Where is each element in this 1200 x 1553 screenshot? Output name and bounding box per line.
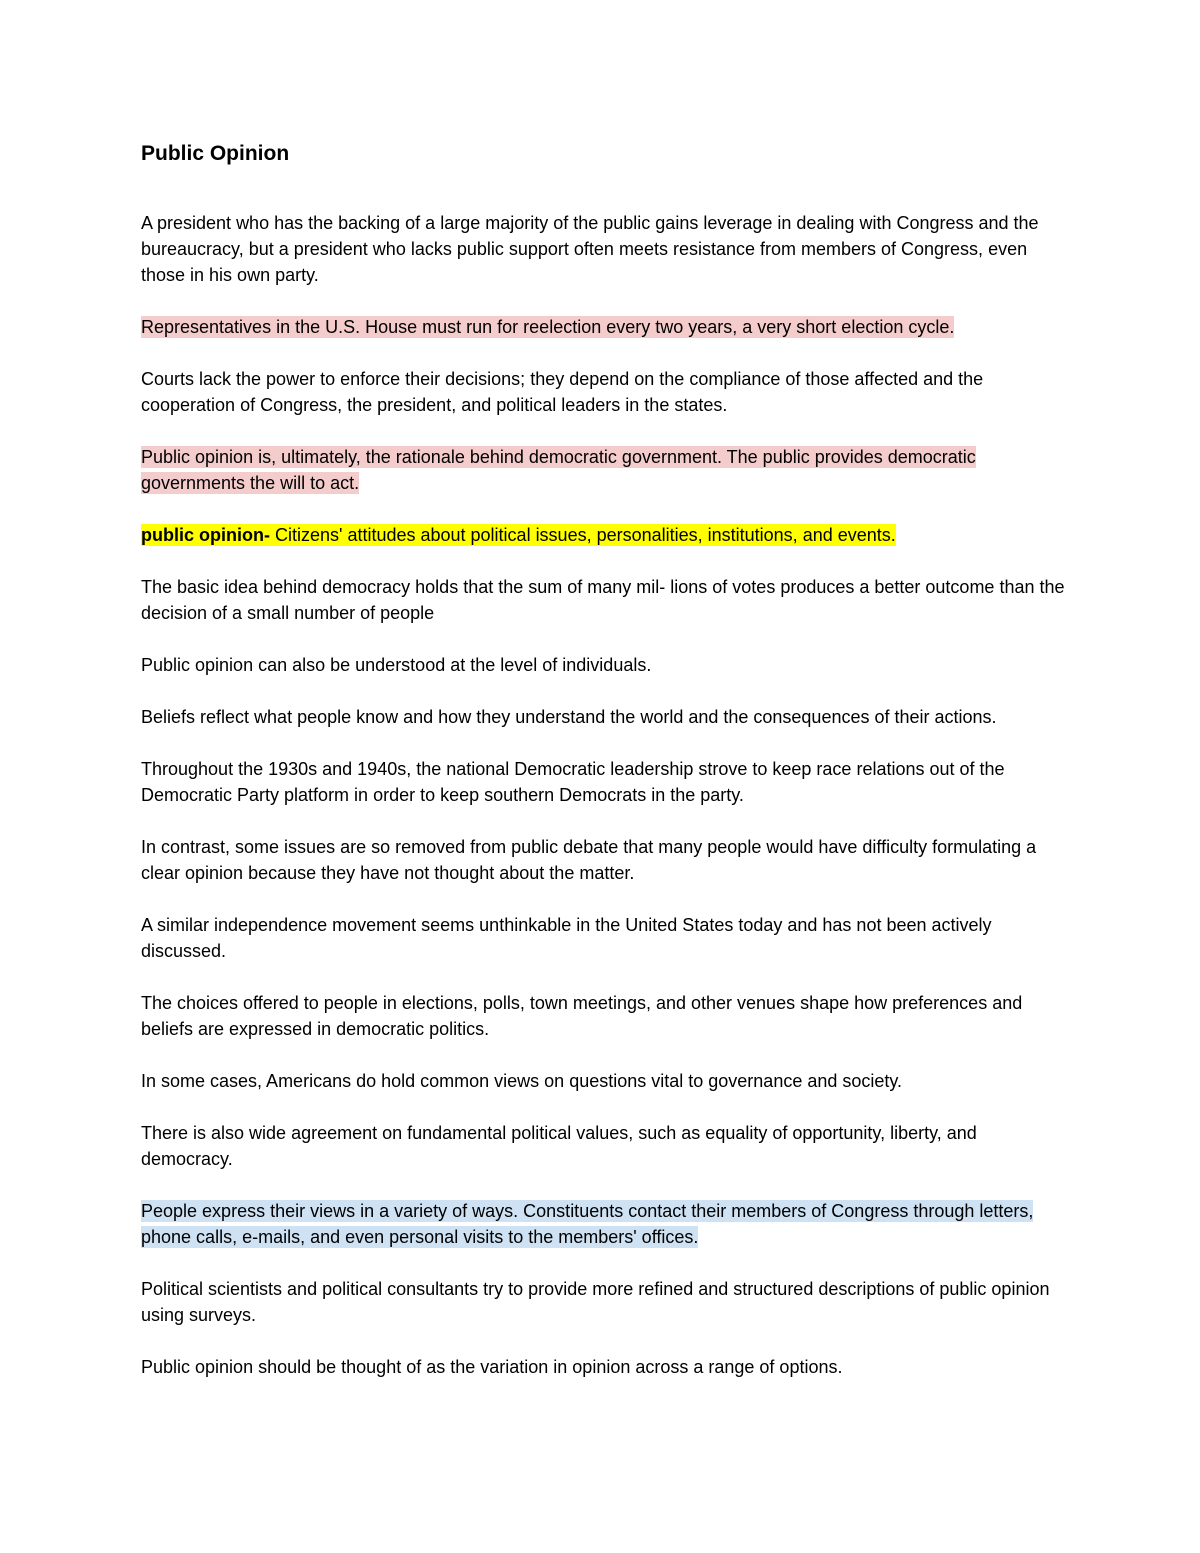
document-page: [141, 138, 1071, 1406]
highlighted-text-red: Public opinion is, ultimately, the rationale behind democratic government. The public provides democratic governments the will to act.: [141, 447, 976, 493]
paragraph-surveys: [141, 1276, 1071, 1328]
paragraph-text: In some cases, Americans do hold common views on questions vital to governance and society.: [141, 1071, 903, 1091]
paragraph-text: Public opinion can also be understood at the level of individuals.: [141, 655, 652, 675]
paragraph-democratic-rationale: [141, 444, 1071, 496]
paragraph-text: A similar independence movement seems unthinkable in the United States today and has not been actively discussed.: [141, 915, 992, 961]
document-title: Public Opinion: [141, 142, 290, 165]
definition-term: public opinion-: [141, 525, 275, 545]
paragraph-individual-level: [141, 652, 1071, 678]
highlighted-text-blue: People express their views in a variety of ways. Constituents contact their members of Congress through letters, phone calls, e-mails, and even personal visits to the members' offices.: [141, 1201, 1034, 1247]
paragraph-text: Political scientists and political consultants try to provide more refined and structured descriptions of public opinion using surveys.: [141, 1279, 1050, 1325]
paragraph-text: Public opinion should be thought of as the variation in opinion across a range of options.: [141, 1357, 843, 1377]
paragraph-text: The basic idea behind democracy holds that the sum of many mil- lions of votes produces a better outcome than the decision of a small number of people: [141, 577, 1065, 623]
paragraph-definition: [141, 522, 1071, 548]
paragraph-text: A president who has the backing of a large majority of the public gains leverage in dealing with Congress and the bureaucracy, but a president who lacks public support often meets resistance from members of Congress, even those in his own party.: [141, 213, 1039, 285]
paragraph-text: There is also wide agreement on fundamental political values, such as equality of opportunity, liberty, and democracy.: [141, 1123, 977, 1169]
paragraph-text: The choices offered to people in elections, polls, town meetings, and other venues shape how preferences and beliefs are expressed in democratic politics.: [141, 993, 1023, 1039]
paragraph-political-values: [141, 1120, 1071, 1172]
paragraph-text: In contrast, some issues are so removed from public debate that many people would have difficulty formulating a clear opinion because they have not thought about the matter.: [141, 837, 1037, 883]
paragraph-text: Throughout the 1930s and 1940s, the national Democratic leadership strove to keep race relations out of the Democratic Party platform in order to keep southern Democrats in the party.: [141, 759, 1005, 805]
paragraph-house-reelection: [141, 314, 1071, 340]
paragraph-express-views: [141, 1198, 1071, 1250]
paragraph-text: Beliefs reflect what people know and how they understand the world and the consequences of their actions.: [141, 707, 997, 727]
paragraph-courts-enforcement: [141, 366, 1071, 418]
paragraph-text: Courts lack the power to enforce their decisions; they depend on the compliance of those affected and the cooperation of Congress, the president, and political leaders in the states.: [141, 369, 984, 415]
highlighted-definition-yellow: [141, 524, 896, 546]
definition-text: Citizens' attitudes about political issues, personalities, institutions, and events.: [274, 525, 896, 545]
paragraph-removed-issues: [141, 834, 1071, 886]
paragraph-presidential-leverage: [141, 210, 1071, 288]
paragraph-variation: [141, 1354, 1071, 1380]
paragraph-choices-offered: [141, 990, 1071, 1042]
paragraph-race-relations: [141, 756, 1071, 808]
paragraph-democracy-idea: [141, 574, 1071, 626]
highlighted-text-red: Representatives in the U.S. House must run for reelection every two years, a very short election cycle.: [141, 317, 955, 337]
paragraph-common-views: [141, 1068, 1071, 1094]
paragraph-beliefs: [141, 704, 1071, 730]
paragraph-independence-movement: [141, 912, 1071, 964]
